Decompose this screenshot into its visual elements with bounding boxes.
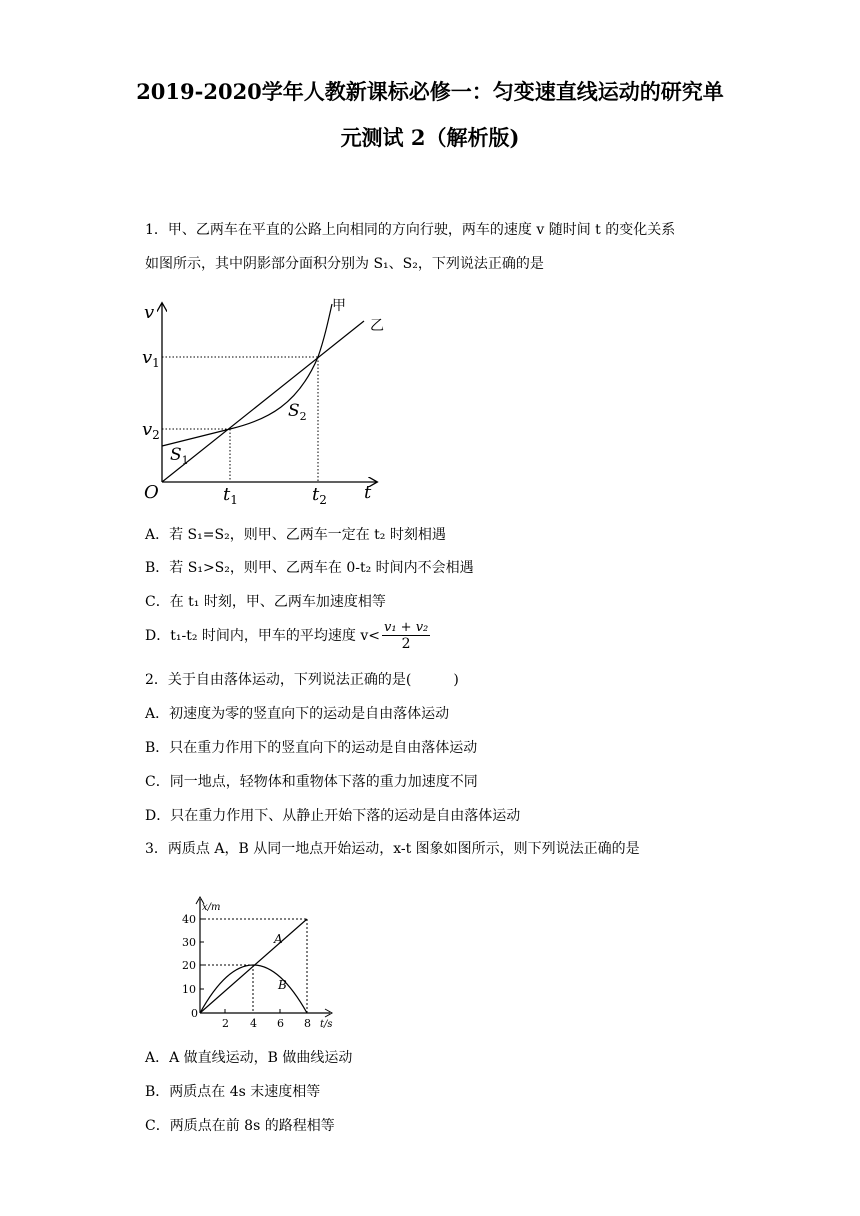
label-a: A (274, 932, 283, 946)
question-2-option-d: D．只在重力作用下、从静止开始下落的运动是自由落体运动 (145, 808, 521, 824)
x-tick-2: 2 (222, 1017, 229, 1030)
x-tick-8: 8 (304, 1017, 311, 1030)
label-t: t (364, 482, 372, 503)
x-tick-6: 6 (277, 1017, 284, 1030)
fraction (382, 620, 430, 652)
y-tick-40: 40 (182, 913, 196, 926)
y-tick-0: 0 (191, 1007, 198, 1020)
document-title-line-1: 2019-2020学年人教新课标必修一：匀变速直线运动的研究单 (136, 79, 724, 104)
question-1-option-d-text: D．t₁-t₂ 时间内，甲车的平均速度 v< (145, 628, 380, 644)
question-1-stem-line-1: 1．甲、乙两车在平直的公路上向相同的方向行驶，两车的速度 v 随时间 t 的变化关系 (145, 222, 676, 238)
label-s1: $S_1$ (170, 445, 189, 467)
label-s2: $S_2$ (288, 401, 307, 423)
label-t2: $t_2$ (312, 484, 327, 507)
fraction-numerator: v₁ + v₂ (383, 620, 429, 635)
document-title-line-2: 元测试 2（解析版) (340, 125, 520, 150)
question-1-option-d (145, 620, 430, 652)
label-v1: $v_1$ (142, 347, 160, 370)
label-yi: 乙 (370, 318, 384, 334)
label-jia: 甲 (332, 298, 346, 314)
question-2-option-c: C．同一地点，轻物体和重物体下落的重力加速度不同 (145, 774, 478, 790)
y-tick-30: 30 (182, 936, 196, 949)
question-3-stem: 3．两质点 A，B 从同一地点开始运动，x-t 图象如图所示，则下列说法正确的是 (145, 841, 640, 857)
curve-jia (162, 304, 332, 446)
label-origin: O (144, 482, 159, 503)
question-2-option-b: B．只在重力作用下的竖直向下的运动是自由落体运动 (145, 740, 478, 756)
line-yi (162, 321, 364, 482)
label-b: B (278, 978, 287, 992)
x-tick-4: 4 (250, 1017, 257, 1030)
label-t1: $t_1$ (223, 484, 238, 507)
question-3-option-a: A．A 做直线运动，B 做曲线运动 (145, 1050, 353, 1066)
question-1-option-a: A．若 S₁=S₂，则甲、乙两车一定在 t₂ 时刻相遇 (145, 527, 446, 543)
label-v: v (144, 302, 155, 323)
y-tick-10: 10 (182, 983, 196, 996)
position-time-figure (180, 893, 340, 1033)
question-3-option-c: C．两质点在前 8s 的路程相等 (145, 1118, 335, 1134)
question-1-stem-line-2: 如图所示，其中阴影部分面积分别为 S₁、S₂，下列说法正确的是 (145, 256, 544, 272)
label-v2: $v_2$ (142, 419, 160, 442)
question-2-option-a: A．初速度为零的竖直向下的运动是自由落体运动 (145, 706, 450, 722)
question-1-option-c: C．在 t₁ 时刻，甲、乙两车加速度相等 (145, 594, 386, 610)
question-3-option-b: B．两质点在 4s 末速度相等 (145, 1084, 321, 1100)
question-1-option-b: B．若 S₁>S₂，则甲、乙两车在 0-t₂ 时间内不会相遇 (145, 560, 474, 576)
x-axis-label: t/s (320, 1019, 333, 1030)
fraction-denominator: 2 (401, 636, 411, 652)
question-2-stem: 2．关于自由落体运动，下列说法正确的是( ) (145, 672, 459, 688)
y-axis-label: x/m (202, 902, 221, 913)
velocity-time-figure (138, 292, 410, 510)
y-tick-20: 20 (182, 959, 196, 972)
